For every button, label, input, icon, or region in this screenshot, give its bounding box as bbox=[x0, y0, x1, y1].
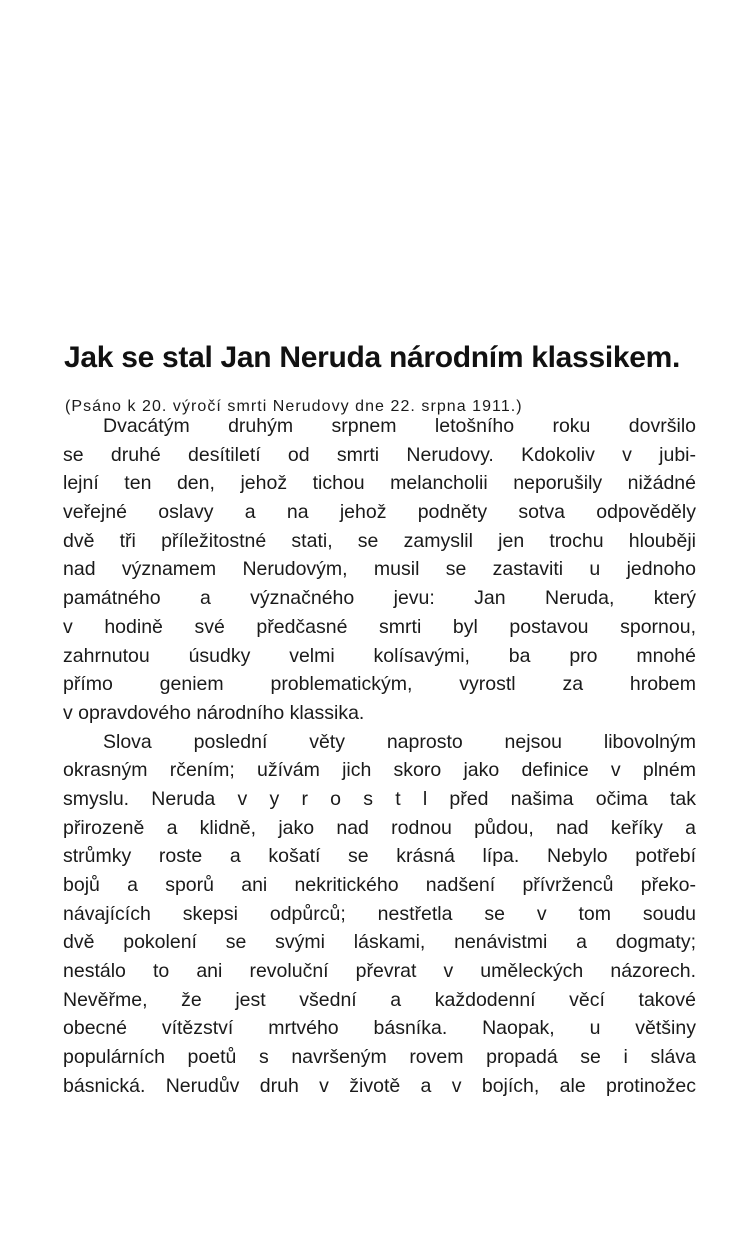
text-line: bojů a sporů ani nekritického nadšení přívrženců překo- bbox=[63, 874, 696, 896]
text-line: přirozeně a klidně, jako nad rodnou půdou, nad keříky a bbox=[63, 816, 696, 839]
text-line: smyslu. Neruda v y r o s t l před našima očima tak bbox=[63, 787, 696, 810]
text-line: v hodině své předčasné smrti byl postavou spornou, bbox=[63, 615, 696, 638]
text-line: památného a význačného jevu: Jan Neruda, který bbox=[63, 587, 696, 610]
text-line: nad významem Nerudovým, musil se zastaviti u jednoho bbox=[63, 558, 696, 581]
text-line: básnická. Nerudův druh v životě a v bojích, ale protinožec bbox=[63, 1074, 696, 1097]
text-line: přímo geniem problematickým, vyrostl za hrobem bbox=[63, 673, 696, 696]
article-body bbox=[63, 412, 696, 1101]
text-line: v opravdového národního klassika. bbox=[63, 701, 365, 724]
text-line: Dvacátým druhým srpnem letošního roku dovršilo bbox=[103, 415, 696, 437]
text-line: zahrnutou úsudky velmi kolísavými, ba pro mnohé bbox=[63, 644, 696, 667]
text-line: nestálo to ani revoluční převrat v uměleckých názorech. bbox=[63, 960, 696, 983]
article-title: Jak se stal Jan Neruda národním klassikem. bbox=[64, 341, 681, 374]
text-line: dvě pokolení se svými láskami, nenávistmi a dogmaty; bbox=[63, 931, 696, 954]
text-line: strůmky roste a košatí se krásná lípa. Nebylo potřebí bbox=[63, 845, 696, 868]
text-line: populárních poetů s navršeným rovem propadá se i sláva bbox=[63, 1046, 696, 1069]
text-line: se druhé desítiletí od smrti Nerudovy. Kdokoliv v jubi- bbox=[63, 443, 696, 466]
text-line: Slova poslední věty naprosto nejsou libovolným bbox=[103, 730, 696, 753]
text-line: Nevěřme, že jest všední a každodenní věcí takové bbox=[63, 988, 696, 1011]
text-line: návajících skepsi odpůrců; nestřetla se v tom soudu bbox=[63, 902, 696, 925]
text-line: lejní ten den, jehož tichou melancholii neporušily nižádné bbox=[63, 472, 696, 495]
article-subtitle: (Psáno k 20. výročí smrti Nerudovy dne 22. srpna 1911.) bbox=[65, 398, 523, 415]
text-line: veřejné oslavy a na jehož podněty sotva odpověděly bbox=[63, 501, 696, 524]
text-line: obecné vítězství mrtvého básníka. Naopak, u většiny bbox=[63, 1017, 696, 1040]
text-line: dvě tři příležitostné stati, se zamyslil jen trochu hlouběji bbox=[63, 529, 696, 552]
text-line: okrasným rčením; užívám jich skoro jako definice v plném bbox=[63, 759, 696, 782]
